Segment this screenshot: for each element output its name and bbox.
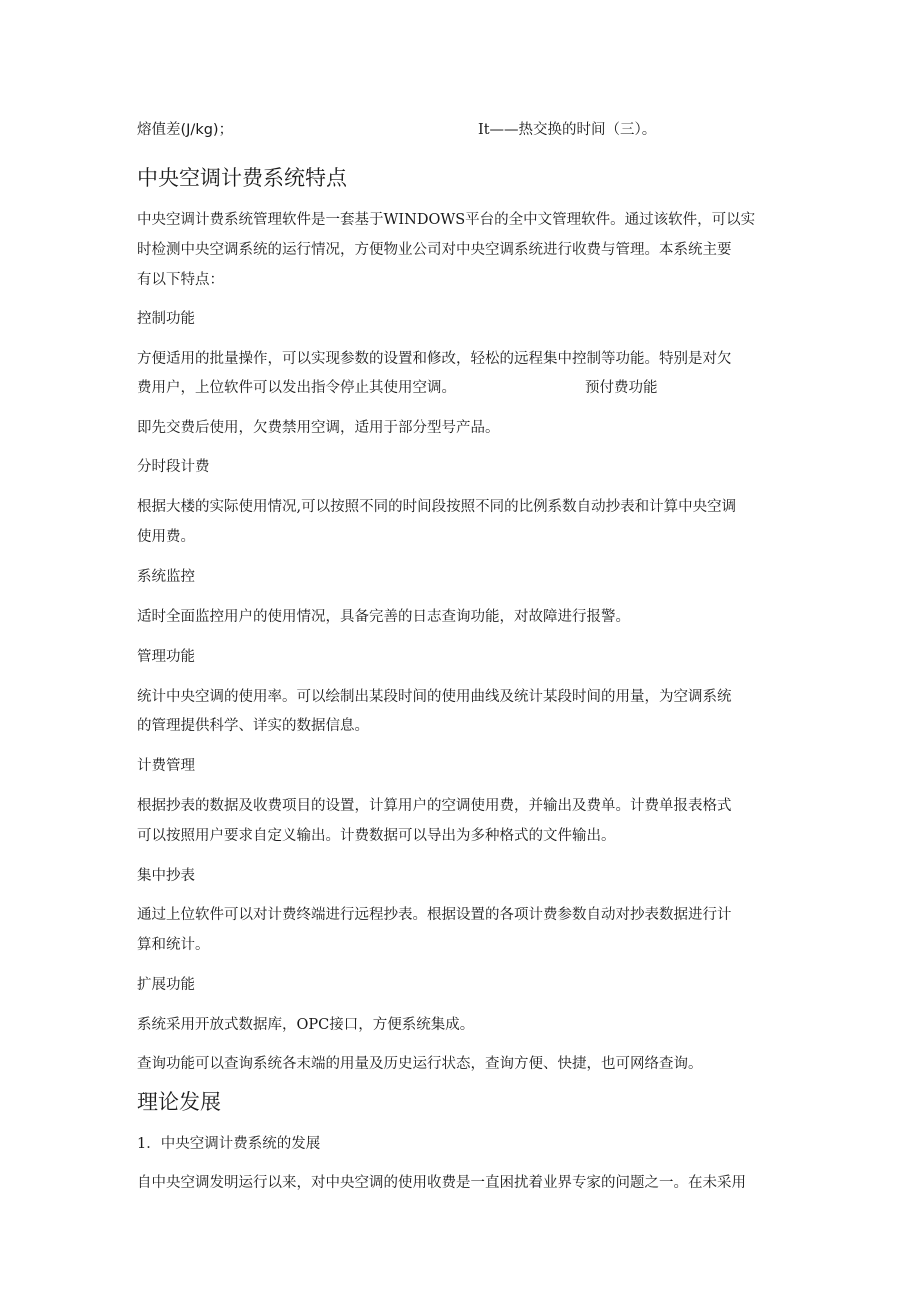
reading-title: 集中抄表 [137,868,195,884]
timeshare-body-line-1: 根据大楼的实际使用情况,可以按照不同的时间段按照不同的比例系数自动抄表和计算中央空调 [137,499,737,515]
formula-note-left: 熔值差(J/kg)； [137,122,234,138]
prepay-body: 即先交费后使用，欠费禁用空调，适用于部分型号产品。 [137,420,500,436]
timeshare-title: 分时段计费 [137,459,210,475]
monitor-title: 系统监控 [137,569,195,585]
prepay-title: 预付费功能 [585,380,658,396]
heading-features: 中央空调计费系统特点 [137,166,347,190]
reading-body-line-2: 算和统计。 [137,937,210,953]
formula-note-right: It——热交换的时间（三）。 [478,122,657,138]
extend-body: 系统采用开放式数据库，OPC接口，方便系统集成。 [137,1017,475,1033]
manage-title: 管理功能 [137,649,195,665]
query-body: 查询功能可以查询系统各末端的用量及历史运行状态，查询方便、快捷，也可网络查询。 [137,1056,703,1072]
monitor-body: 适时全面监控用户的使用情况，具备完善的日志查询功能，对故障进行报警。 [137,609,630,625]
billing-body-line-2: 可以按照用户要求自定义输出。计费数据可以导出为多种格式的文件输出。 [137,828,616,844]
intro-line-3: 有以下特点： [137,272,224,288]
control-body-line-2: 费用户，上位软件可以发出指令停止其使用空调。 [137,380,456,396]
billing-body-line-1: 根据抄表的数据及收费项目的设置，计算用户的空调使用费，并输出及费单。计费单报表格式 [137,798,732,814]
intro-line-1: 中央空调计费系统管理软件是一套基于WINDOWS平台的全中文管理软件。通过该软件，可以实 [137,212,756,228]
control-title: 控制功能 [137,311,195,327]
reading-body-line-1: 通过上位软件可以对计费终端进行远程抄表。根据设置的各项计费参数自动对抄表数据进行计 [137,907,732,923]
control-body-line-1: 方便适用的批量操作，可以实现参数的设置和修改，轻松的远程集中控制等功能。特别是对欠 [137,351,732,367]
subsection-1-title: 1．中央空调计费系统的发展 [137,1136,321,1152]
theory-body-line-1: 自中央空调发明运行以来，对中央空调的使用收费是一直困扰着业界专家的问题之一。在未采用 [137,1175,746,1191]
manage-body-line-1: 统计中央空调的使用率。可以绘制出某段时间的使用曲线及统计某段时间的用量，为空调系统 [137,689,732,705]
manage-body-line-2: 的管理提供科学、详实的数据信息。 [137,718,369,734]
extend-title: 扩展功能 [137,977,195,993]
billing-title: 计费管理 [137,758,195,774]
intro-line-2: 时检测中央空调系统的运行情况，方便物业公司对中央空调系统进行收费与管理。本系统主要 [137,242,732,258]
heading-theory: 理论发展 [137,1090,221,1114]
timeshare-body-line-2: 使用费。 [137,529,195,545]
